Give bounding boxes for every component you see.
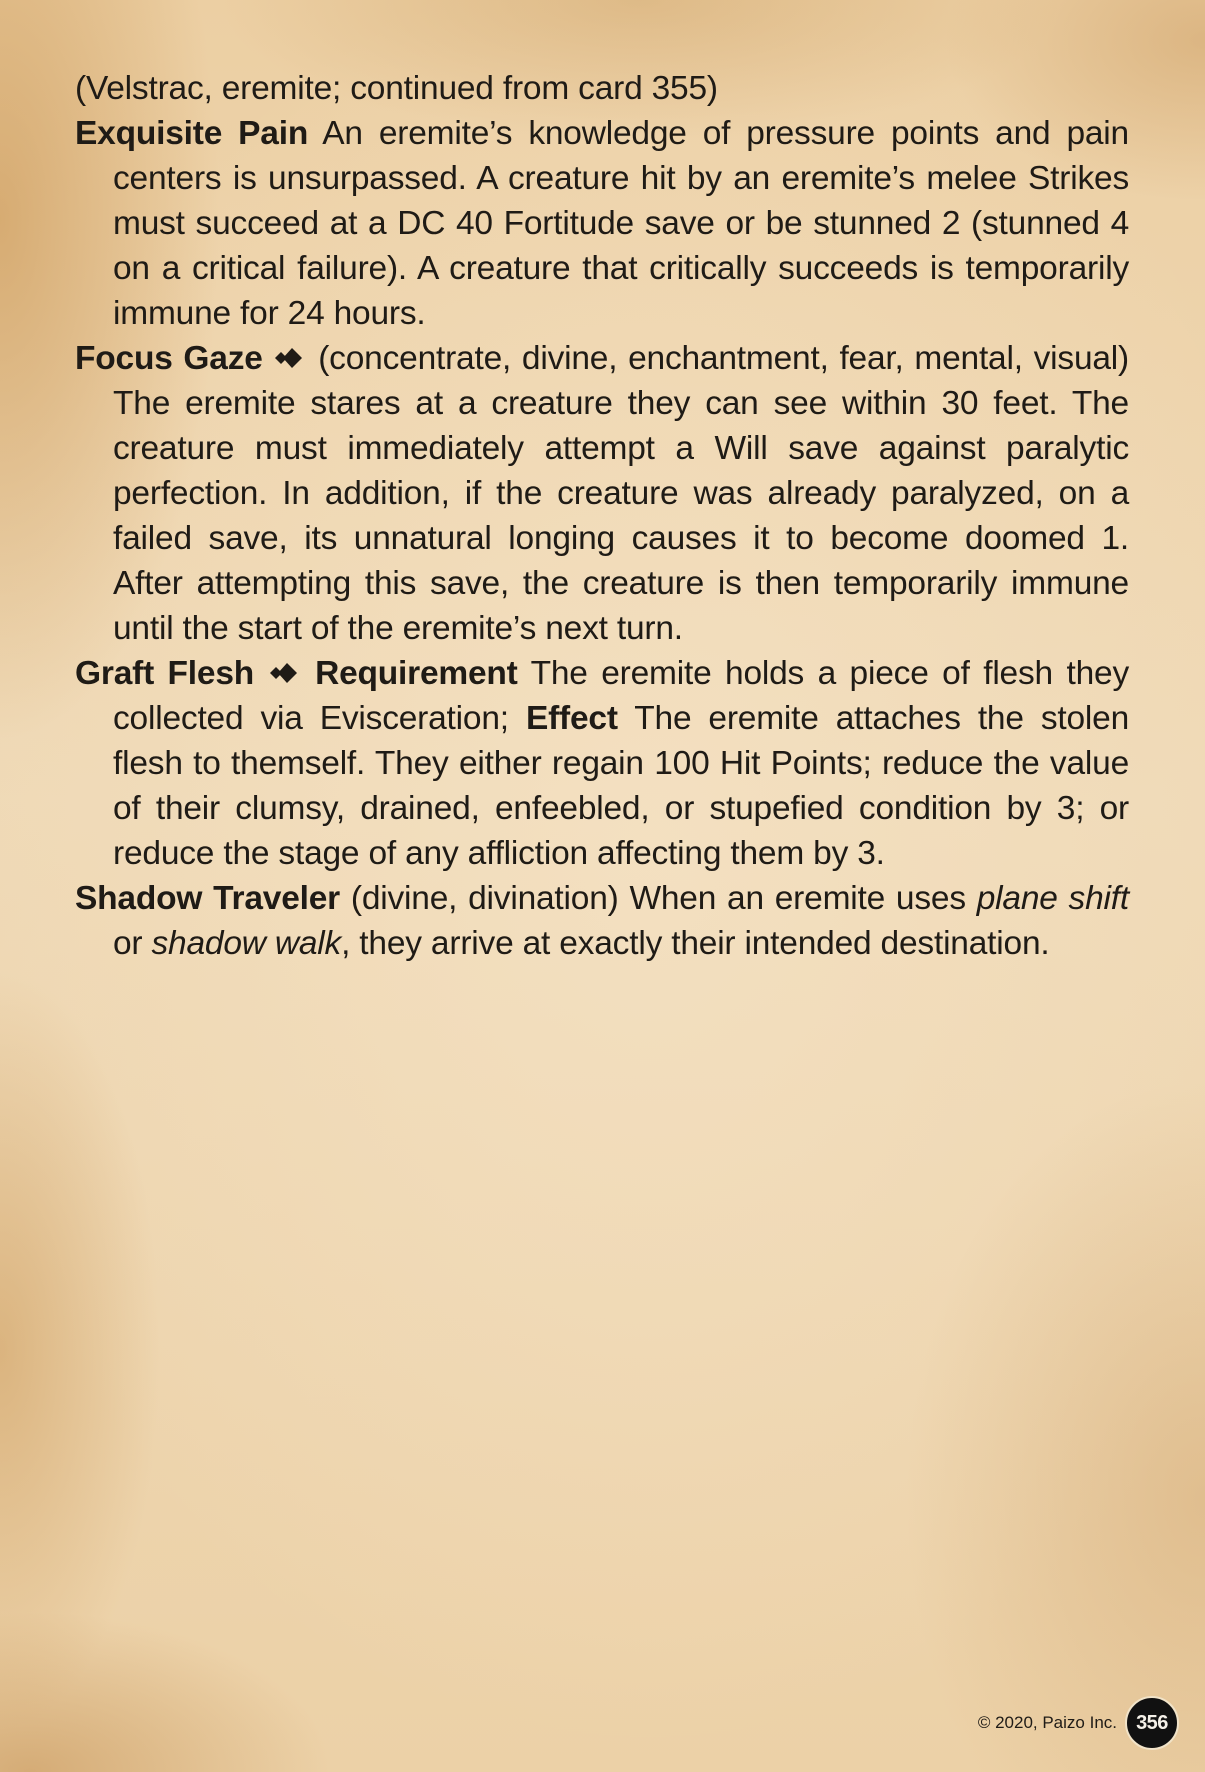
requirement-label: Requirement — [315, 655, 518, 692]
copyright-text: © 2020, Paizo Inc. — [977, 1713, 1117, 1732]
ability-name: Exquisite Pain — [75, 115, 309, 152]
effect-text: The eremite attaches the stolen flesh to themself. They either regain 100 Hit Points; reduce the value of their clumsy, drained, enfeebled, or stupefied condition by 3; or reduce the stage of any affliction affecting them by 3. — [113, 700, 1130, 872]
ability-card — [75, 66, 1129, 966]
ability-text: or — [113, 925, 143, 962]
single-action-icon — [273, 343, 307, 373]
continued-note: (Velstrac, eremite; continued from card 355) — [75, 70, 718, 107]
ability-graft-flesh — [75, 651, 1129, 876]
page-number-badge: 356 — [1125, 1696, 1179, 1750]
ability-text: (divine, divination) When an eremite uses — [350, 880, 966, 917]
ability-shadow-traveler — [75, 876, 1129, 966]
card-footer — [978, 1696, 1179, 1750]
ability-name: Shadow Traveler — [75, 880, 340, 917]
effect-label: Effect — [525, 700, 618, 737]
ability-focus-gaze — [75, 336, 1129, 651]
requirement-text: The eremite holds a piece of flesh they collected via Evisceration; — [113, 655, 1130, 737]
spell-name: shadow walk — [151, 925, 342, 962]
single-action-icon — [268, 658, 302, 688]
spell-name: plane shift — [976, 880, 1129, 917]
ability-text: (concentrate, divine, enchantment, fear, mental, visual) The eremite stares at a creature they can see within 30 feet. The creature must immediately attempt a Will save against paralytic perfection. In addition, if the creature was already paralyzed, on a failed save, its unnatural longing causes it to become doomed 1. After attempting this save, the creature is then temporarily immune until the start of the eremite’s next turn. — [113, 340, 1130, 647]
ability-name: Graft Flesh — [75, 655, 255, 692]
ability-text: An eremite’s knowledge of pressure points and pain centers is unsurpassed. A creature hit by an eremite’s melee Strikes must succeed at a DC 40 Fortitude save or be stunned 2 (stunned 4 on a critical failure). A creature that critically succeeds is temporarily immune for 24 hours. — [113, 115, 1129, 332]
ability-exquisite-pain — [75, 111, 1129, 336]
ability-text: , they arrive at exactly their intended destination. — [341, 925, 1050, 962]
ability-name: Focus Gaze — [75, 340, 263, 377]
